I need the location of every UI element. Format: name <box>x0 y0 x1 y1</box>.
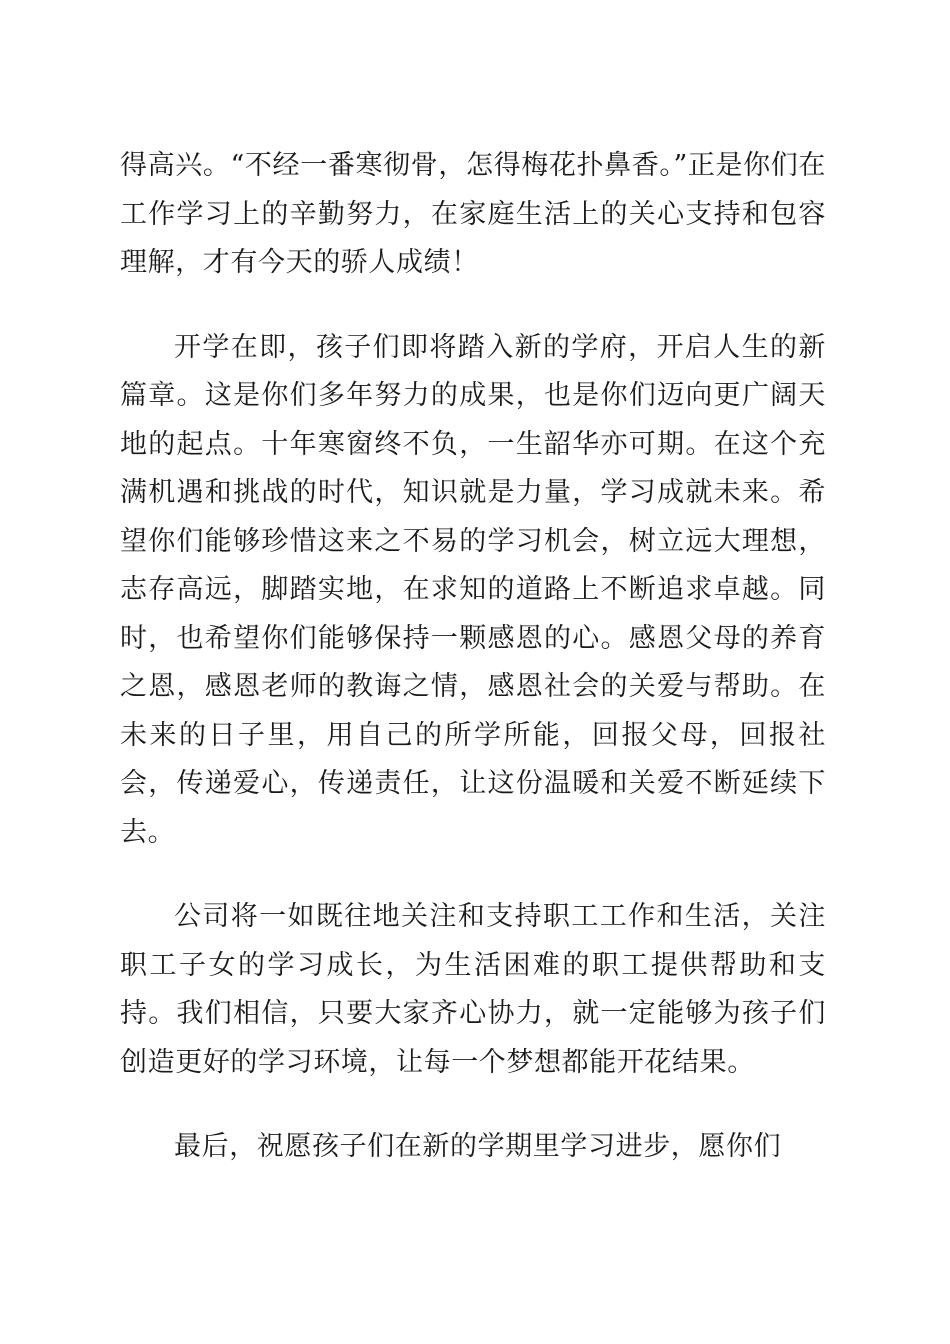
paragraph-company-support: 公司将一如既往地关注和支持职工工作和生活，关注职工子女的学习成长，为生活困难的职工提供帮助和支持。我们相信，只要大家齐心协力，就一定能够为孩子们创造更好的学习环境，让每一个梦想都能开花结果。 <box>120 901 826 1078</box>
paragraph-continuation: 得高兴。“不经一番寒彻骨，怎得梅花扑鼻香。”正是你们在工作学习上的辛勤努力，在家庭生活上的关心支持和包容理解，才有今天的骄人成绩！ <box>120 150 826 278</box>
document-body <box>120 142 826 1172</box>
paragraph-school-start: 开学在即，孩子们即将踏入新的学府，开启人生的新篇章。这是你们多年努力的成果，也是你们迈向更广阔天地的起点。十年寒窗终不负，一生韶华亦可期。在这个充满机遇和挑战的时代，知识就是力量，学习成就未来。希望你们能够珍惜这来之不易的学习机会，树立远大理想，志存高远，脚踏实地，在求知的道路上不断追求卓越。同时，也希望你们能够保持一颗感恩的心。感恩父母的养育之恩，感恩老师的教诲之情，感恩社会的关爱与帮助。在未来的日子里，用自己的所学所能，回报父母，回报社会，传递爱心，传递责任，让这份温暖和关爱不断延续下去。 <box>120 331 826 848</box>
paragraph-closing-wishes: 最后，祝愿孩子们在新的学期里学习进步，愿你们 <box>174 1131 782 1162</box>
